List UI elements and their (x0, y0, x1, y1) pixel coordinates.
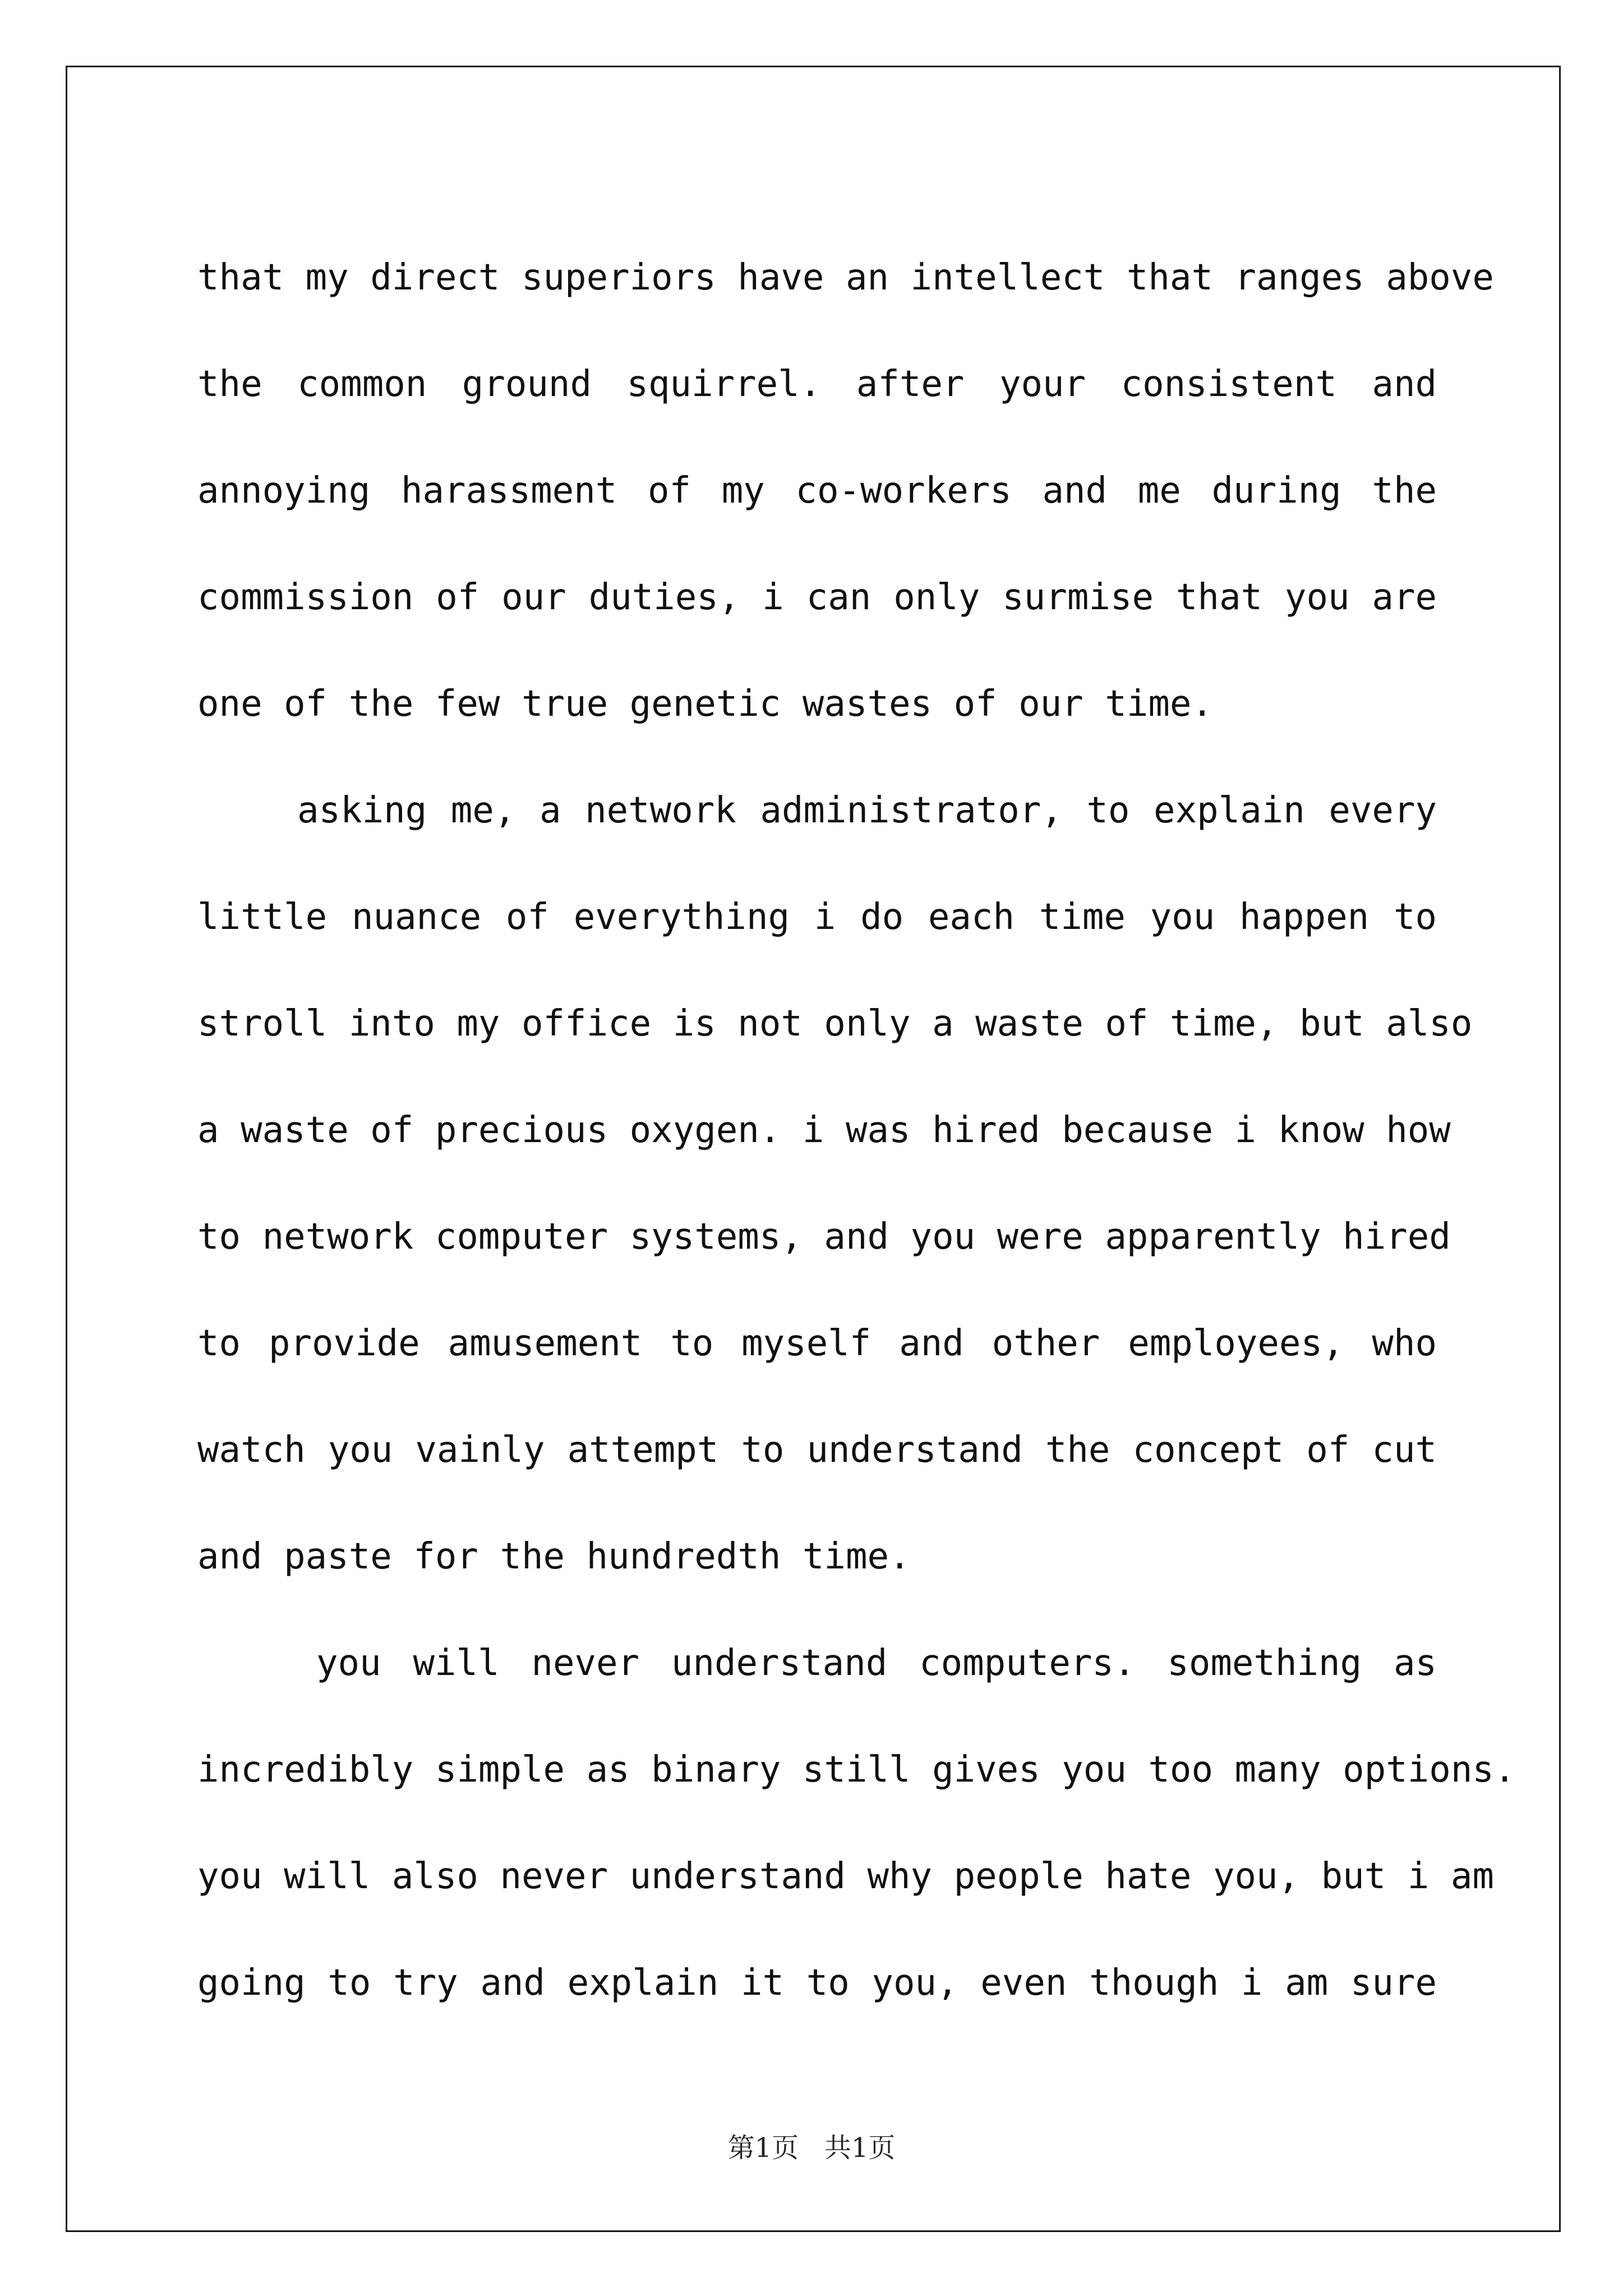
text-line: the common ground squirrel. after your consistent and (197, 364, 1437, 405)
text-line: annoying harassment of my co-workers and me during the (197, 470, 1437, 512)
paragraph-start-line: you will never understand computers. something as (316, 1642, 1437, 1684)
text-line: incredibly simple as binary still gives you too many options. (197, 1749, 1516, 1791)
document-body (197, 224, 1516, 2036)
text-line: going to try and explain it to you, even though i am sure (197, 1962, 1437, 2004)
text-line: and paste for the hundredth time. (197, 1536, 911, 1577)
page-number: 第1页 (727, 2132, 799, 2164)
text-line: stroll into my office is not only a waste of time, but also (197, 1003, 1473, 1045)
total-pages: 共1页 (824, 2132, 896, 2164)
text-line: commission of our duties, i can only surmise that you are (197, 577, 1437, 618)
text-line: that my direct superiors have an intellect that ranges above (197, 257, 1494, 298)
text-line: to network computer systems, and you were apparently hired (197, 1216, 1451, 1258)
paragraph-start-line: asking me, a network administrator, to explain every (297, 790, 1437, 831)
text-line: watch you vainly attempt to understand the concept of cut (197, 1429, 1437, 1471)
text-line: you will also never understand why people hate you, but i am (197, 1856, 1494, 1897)
text-line: to provide amusement to myself and other employees, who (197, 1323, 1437, 1364)
page-footer (0, 2126, 1623, 2165)
text-line: little nuance of everything i do each time you happen to (197, 896, 1437, 938)
text-line: a waste of precious oxygen. i was hired because i know how (197, 1110, 1451, 1151)
text-line: one of the few true genetic wastes of our time. (197, 683, 1213, 725)
